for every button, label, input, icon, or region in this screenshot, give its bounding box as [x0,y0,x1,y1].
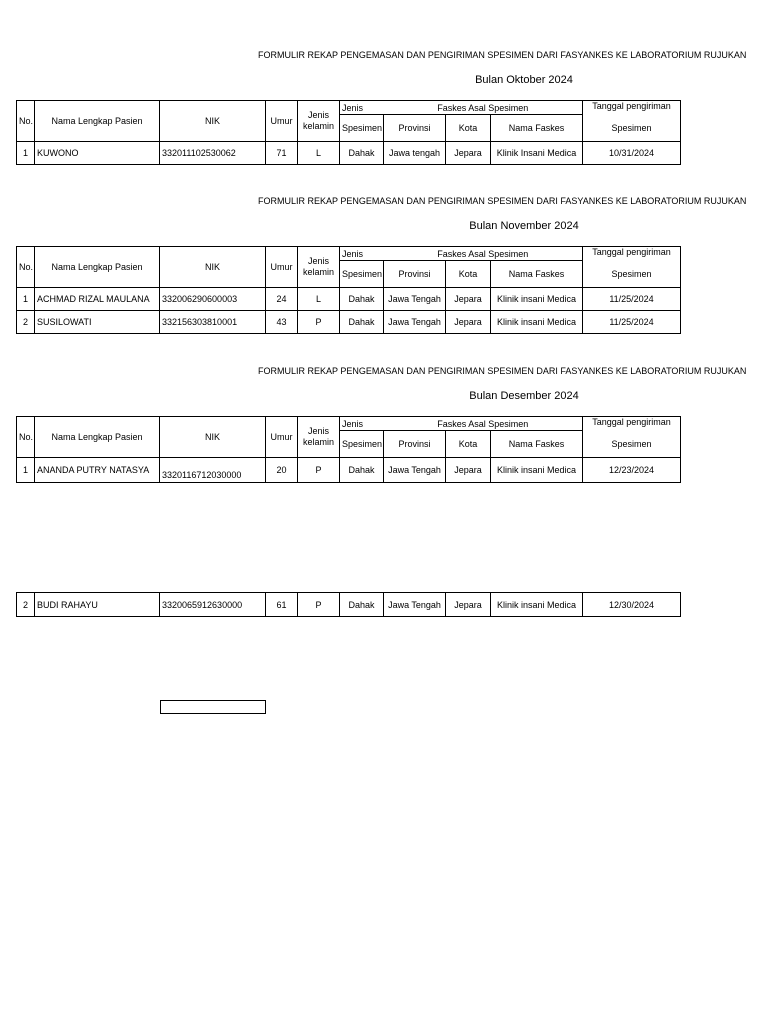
cell-provinsi: Jawa tengah [384,142,446,165]
form-title: FORMULIR REKAP PENGEMASAN DAN PENGIRIMAN SPESIMEN DARI FASYANKES KE LABORATORIUM RUJUKAN [258,50,747,60]
header-umur: Umur [266,101,298,142]
header-jenis-kelamin: Jenis kelamin [298,417,340,458]
cell-faskes: Klinik insani Medica [491,593,583,617]
header-nik: NIK [160,247,266,288]
cell-jk: P [298,593,340,617]
cell-nama: SUSILOWATI [35,311,160,334]
cell-nik: 332006290600003 [160,288,266,311]
header-kota: Kota [446,261,491,288]
section-november [16,196,747,341]
cell-faskes: Klinik insani Medica [491,288,583,311]
header-provinsi: Provinsi [384,115,446,142]
header-jenis-top: Jenis [340,247,384,261]
cell-provinsi: Jawa Tengah [384,458,446,483]
header-faskes-group: Faskes Asal Spesimen [384,247,583,261]
header-nama-faskes: Nama Faskes [491,115,583,142]
cell-no: 2 [17,593,35,617]
cell-kota: Jepara [446,288,491,311]
cell-nik: 332011102530062 [160,142,266,165]
cell-faskes: Klinik insani Medica [491,311,583,334]
header-no: No. [17,101,35,142]
rekap-table [16,100,681,165]
cell-jk: L [298,288,340,311]
month-title: Bulan November 2024 [469,220,579,232]
cell-tanggal: 12/23/2024 [583,458,681,483]
cell-nik: 332156303810001 [160,311,266,334]
header-jenis-top: Jenis [340,101,384,115]
rekap-table [16,416,681,483]
header-spesimen: Spesimen [340,431,384,458]
header-kota: Kota [446,115,491,142]
header-nik: NIK [160,101,266,142]
cell-kota: Jepara [446,142,491,165]
header-kota: Kota [446,431,491,458]
header-faskes-group: Faskes Asal Spesimen [384,417,583,431]
header-no: No. [17,247,35,288]
table-row [17,288,681,311]
cell-kota: Jepara [446,311,491,334]
header-tanggal: Tanggal pengiriman Spesimen [583,247,681,288]
header-spesimen: Spesimen [340,115,384,142]
table-row [17,142,681,165]
cell-umur: 20 [266,458,298,483]
header-jenis-top: Jenis [340,417,384,431]
cell-provinsi: Jawa Tengah [384,311,446,334]
cell-jk: P [298,311,340,334]
cell-tanggal: 12/30/2024 [583,593,681,617]
month-title: Bulan Oktober 2024 [475,74,573,86]
header-jenis-kelamin: Jenis kelamin [298,247,340,288]
cell-umur: 61 [266,593,298,617]
cell-kota: Jepara [446,593,491,617]
cell-nik: 3320116712030000 [160,458,266,483]
header-nama-faskes: Nama Faskes [491,431,583,458]
header-umur: Umur [266,247,298,288]
cell-faskes: Klinik Insani Medica [491,142,583,165]
table-row [17,458,681,483]
cell-nama: BUDI RAHAYU [35,593,160,617]
header-provinsi: Provinsi [384,261,446,288]
section-desember [16,366,747,486]
cell-kota: Jepara [446,458,491,483]
header-nama: Nama Lengkap Pasien [35,101,160,142]
header-faskes-group: Faskes Asal Spesimen [384,101,583,115]
extra-row-table [16,592,681,617]
cell-no: 2 [17,311,35,334]
cell-nik: 3320065912630000 [160,593,266,617]
header-spesimen: Spesimen [340,261,384,288]
cell-umur: 43 [266,311,298,334]
header-nama-faskes: Nama Faskes [491,261,583,288]
header-umur: Umur [266,417,298,458]
cell-spesimen: Dahak [340,142,384,165]
cell-spesimen: Dahak [340,288,384,311]
header-nama: Nama Lengkap Pasien [35,247,160,288]
month-title: Bulan Desember 2024 [469,390,579,402]
header-nik: NIK [160,417,266,458]
table-row [17,593,681,617]
cell-nama: ACHMAD RIZAL MAULANA [35,288,160,311]
cell-spesimen: Dahak [340,458,384,483]
cell-no: 1 [17,288,35,311]
rekap-table [16,246,681,334]
cell-no: 1 [17,458,35,483]
header-no: No. [17,417,35,458]
header-tanggal: Tanggal pengiriman Spesimen [583,101,681,142]
cell-jk: L [298,142,340,165]
header-jenis-kelamin: Jenis kelamin [298,101,340,142]
header-tanggal: Tanggal pengiriman Spesimen [583,417,681,458]
empty-cell-box [160,700,266,714]
header-nama: Nama Lengkap Pasien [35,417,160,458]
cell-umur: 71 [266,142,298,165]
cell-tanggal: 11/25/2024 [583,288,681,311]
cell-spesimen: Dahak [340,593,384,617]
cell-faskes: Klinik insani Medica [491,458,583,483]
cell-tanggal: 10/31/2024 [583,142,681,165]
cell-nama: ANANDA PUTRY NATASYA [35,458,160,483]
cell-provinsi: Jawa Tengah [384,593,446,617]
cell-umur: 24 [266,288,298,311]
form-title: FORMULIR REKAP PENGEMASAN DAN PENGIRIMAN SPESIMEN DARI FASYANKES KE LABORATORIUM RUJUKAN [258,196,747,206]
cell-spesimen: Dahak [340,311,384,334]
cell-no: 1 [17,142,35,165]
form-title: FORMULIR REKAP PENGEMASAN DAN PENGIRIMAN SPESIMEN DARI FASYANKES KE LABORATORIUM RUJUKAN [258,366,747,376]
cell-tanggal: 11/25/2024 [583,311,681,334]
table-row [17,311,681,334]
cell-nama: KUWONO [35,142,160,165]
cell-jk: P [298,458,340,483]
cell-provinsi: Jawa Tengah [384,288,446,311]
header-provinsi: Provinsi [384,431,446,458]
section-oktober [16,50,747,170]
